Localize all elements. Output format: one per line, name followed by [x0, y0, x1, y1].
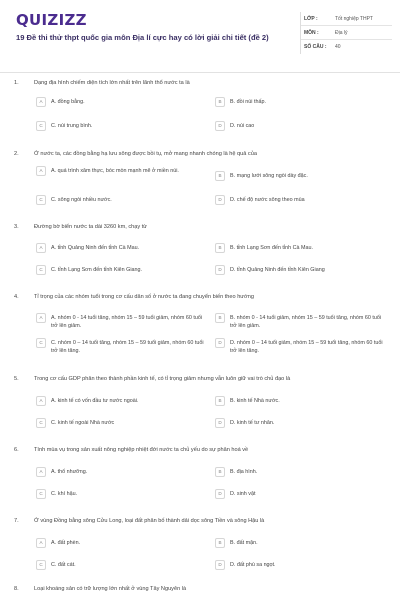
- option-letter-box: A: [36, 396, 46, 406]
- quizizz-logo: QUIZIZZ: [16, 11, 87, 29]
- option-c[interactable]: [36, 196, 206, 205]
- option-c[interactable]: [36, 122, 206, 131]
- option-letter-box: A: [36, 97, 46, 107]
- option-a[interactable]: [36, 98, 206, 107]
- option-text: C. núi trung bình.: [51, 123, 93, 129]
- option-b[interactable]: [215, 98, 385, 107]
- option-d[interactable]: [215, 266, 385, 275]
- option-letter-box: B: [215, 396, 225, 406]
- option-text: D. chế độ nước sông theo mùa: [230, 197, 305, 203]
- option-text: C. khí hậu.: [51, 491, 78, 497]
- option-text: C. tỉnh Lạng Sơn đến tỉnh Kiên Giang.: [51, 267, 143, 273]
- option-letter-box: C: [36, 489, 46, 499]
- option-letter-box: C: [36, 195, 46, 205]
- option-letter-box: A: [36, 313, 46, 323]
- option-letter-box: A: [36, 166, 46, 176]
- option-text: C. nhóm 0 – 14 tuổi tăng, nhóm 15 – 59 tuổi giảm, nhóm 60 tuổi trở lên tăng.: [51, 340, 204, 354]
- option-text: B. mạng lưới sông ngòi dày đặc.: [230, 173, 308, 179]
- option-letter-box: C: [36, 265, 46, 275]
- option-text: A. tỉnh Quảng Ninh đến tỉnh Cà Mau.: [51, 245, 140, 251]
- info-row-class: [301, 12, 392, 26]
- option-text: C. kinh tế ngoài Nhà nước: [51, 420, 115, 426]
- info-value: Tốt nghiệp THPT: [335, 15, 373, 22]
- question-number: 3.: [14, 224, 19, 230]
- info-key: MÔN :: [304, 29, 319, 36]
- question-text: Ở nước ta, các đồng bằng hạ lưu sông được bồi tụ, mở mang nhanh chóng là hệ quả của: [34, 151, 257, 157]
- option-d[interactable]: [215, 419, 385, 428]
- option-c[interactable]: [36, 490, 206, 499]
- question-number: 7.: [14, 518, 19, 524]
- option-a[interactable]: [36, 314, 206, 330]
- option-letter-box: A: [36, 538, 46, 548]
- option-letter-box: D: [215, 560, 225, 570]
- option-c[interactable]: [36, 339, 206, 355]
- option-b[interactable]: [215, 397, 385, 406]
- info-table: [300, 12, 392, 54]
- option-text: A. kinh tế có vốn đầu tư nước ngoài.: [51, 398, 139, 404]
- option-text: A. đất phèn.: [51, 540, 81, 546]
- question-number: 5.: [14, 376, 19, 382]
- option-text: C. sông ngòi nhiều nước.: [51, 197, 112, 203]
- option-text: D. sinh vật: [230, 491, 256, 497]
- option-letter-box: D: [215, 195, 225, 205]
- option-text: B. đất mặn.: [230, 540, 258, 546]
- option-text: A. thổ nhưỡng.: [51, 469, 88, 475]
- option-a[interactable]: [36, 167, 206, 176]
- option-text: D. đất phù sa ngọt.: [230, 562, 276, 568]
- question-text: Tính mùa vụ trong sản xuất nông nghiệp nhiệt đới nước ta chủ yếu do sự phân hoá về: [34, 447, 249, 453]
- option-text: D. núi cao: [230, 123, 255, 129]
- question-number: 8.: [14, 586, 19, 592]
- option-a[interactable]: [36, 539, 206, 548]
- question-number: 4.: [14, 294, 19, 300]
- option-b[interactable]: [215, 314, 385, 330]
- option-letter-box: C: [36, 121, 46, 131]
- option-text: B. địa hình.: [230, 469, 258, 475]
- option-text: B. kinh tế Nhà nước.: [230, 398, 280, 404]
- option-letter-box: B: [215, 97, 225, 107]
- info-row-subject: [301, 26, 392, 40]
- option-letter-box: C: [36, 560, 46, 570]
- option-letter-box: B: [215, 538, 225, 548]
- option-d[interactable]: [215, 490, 385, 499]
- document-title: 19 Đề thi thử thpt quốc gia môn Địa lí cực hay có lời giải chi tiết (đề 2): [16, 33, 269, 42]
- option-c[interactable]: [36, 419, 206, 428]
- option-letter-box: D: [215, 418, 225, 428]
- option-letter-box: D: [215, 121, 225, 131]
- info-value: 40: [335, 44, 341, 50]
- option-text: B. nhóm 0 - 14 tuổi giảm, nhóm 15 – 59 tuổi tăng, nhóm 60 tuổi trở lên giảm.: [230, 315, 382, 329]
- option-d[interactable]: [215, 561, 385, 570]
- option-letter-box: A: [36, 467, 46, 477]
- option-text: A. đồng bằng.: [51, 99, 85, 105]
- option-a[interactable]: [36, 397, 206, 406]
- option-b[interactable]: [215, 172, 385, 181]
- option-d[interactable]: [215, 122, 385, 131]
- option-text: D. kinh tế tư nhân.: [230, 420, 275, 426]
- info-value: Địa lý: [335, 29, 348, 36]
- header-divider: [0, 72, 400, 73]
- option-b[interactable]: [215, 244, 385, 253]
- option-text: D. tỉnh Quảng Ninh đến tỉnh Kiên Giang: [230, 267, 325, 273]
- option-letter-box: C: [36, 338, 46, 348]
- option-a[interactable]: [36, 468, 206, 477]
- option-d[interactable]: [215, 339, 385, 355]
- option-text: D. nhóm 0 – 14 tuổi giảm, nhóm 15 – 59 tuổi tăng, nhóm 60 tuổi trở lên tăng.: [230, 340, 383, 354]
- option-b[interactable]: [215, 539, 385, 548]
- option-text: A. nhóm 0 - 14 tuổi tăng, nhóm 15 – 59 tuổi giảm, nhóm 60 tuổi trở lên giảm.: [51, 315, 203, 329]
- option-letter-box: D: [215, 265, 225, 275]
- question-number: 2.: [14, 151, 19, 157]
- option-text: B. đồi núi thấp.: [230, 99, 266, 105]
- option-a[interactable]: [36, 244, 206, 253]
- question-text: Dạng địa hình chiếm diện tích lớn nhất trên lãnh thổ nước ta là: [34, 80, 190, 86]
- option-letter-box: B: [215, 243, 225, 253]
- option-d[interactable]: [215, 196, 385, 205]
- option-text: A. quá trình xâm thực, bóc mòn mạnh mẽ ở miền núi.: [51, 168, 179, 174]
- info-key: SỐ CÂU :: [304, 44, 327, 50]
- option-c[interactable]: [36, 266, 206, 275]
- question-text: Đường bờ biển nước ta dài 3260 km, chạy từ: [34, 224, 148, 230]
- question-text: Loại khoáng sản có trữ lượng lớn nhất ở vùng Tây Nguyên là: [34, 586, 187, 592]
- info-key: LỚP :: [304, 15, 318, 22]
- question-text: Trong cơ cấu GDP phân theo thành phần kinh tế, có tỉ trọng giảm nhưng vẫn luôn giữ vai trò chủ đạo là: [34, 376, 291, 382]
- option-text: B. tỉnh Lạng Sơn đến tỉnh Cà Mau.: [230, 245, 313, 251]
- option-letter-box: C: [36, 418, 46, 428]
- option-letter-box: D: [215, 338, 225, 348]
- info-row-count: [301, 40, 392, 54]
- question-number: 1.: [14, 80, 19, 86]
- option-letter-box: B: [215, 313, 225, 323]
- question-text: Tỉ trọng của các nhóm tuổi trong cơ cấu dân số ở nước ta đang chuyển biến theo hướng: [34, 294, 254, 300]
- option-letter-box: D: [215, 489, 225, 499]
- page-header: [0, 0, 400, 70]
- option-c[interactable]: [36, 561, 206, 570]
- option-letter-box: A: [36, 243, 46, 253]
- question-text: Ở vùng Đồng bằng sông Cửu Long, loại đất phân bố thành dải dọc sông Tiền và sông Hậu là: [34, 518, 265, 524]
- question-number: 6.: [14, 447, 19, 453]
- option-letter-box: B: [215, 467, 225, 477]
- option-text: C. đất cát.: [51, 562, 76, 568]
- option-letter-box: B: [215, 171, 225, 181]
- option-b[interactable]: [215, 468, 385, 477]
